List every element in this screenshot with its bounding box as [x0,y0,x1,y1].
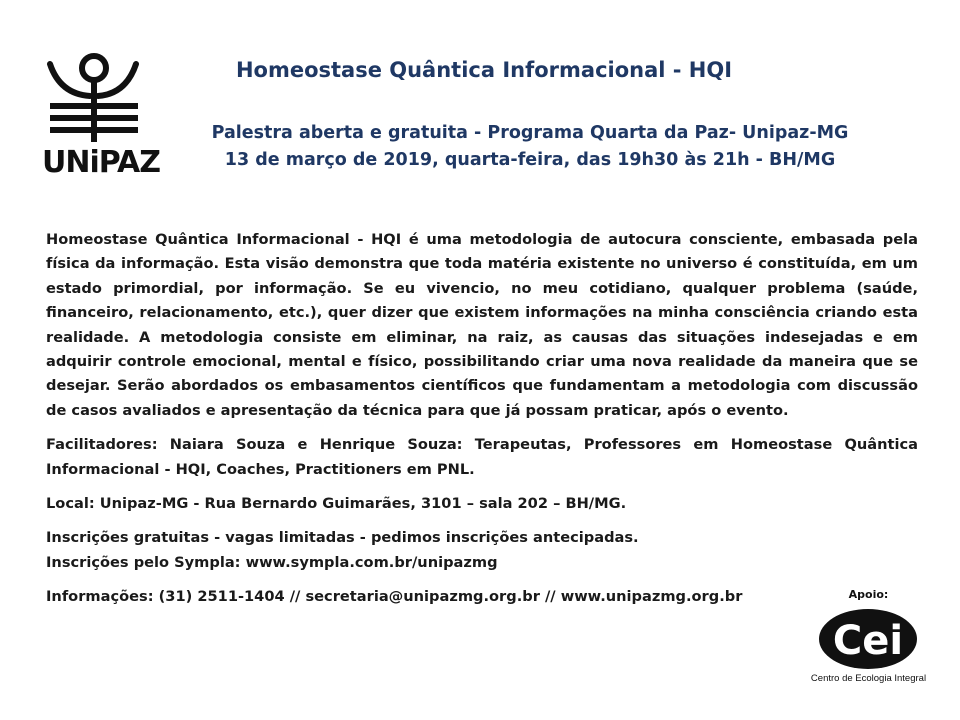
unipaz-logo-text: UNiPAZ [42,145,160,180]
subtitle-program: Palestra aberta e gratuita - Programa Quarta da Paz- Unipaz-MG [211,123,849,143]
page-title: Homeostase Quântica Informacional - HQI [235,58,733,82]
cei-logo-text: Cei [832,618,904,664]
registration-free-line: Inscrições gratuitas - vagas limitadas - pedimos inscrições antecipadas. [46,529,639,547]
description-paragraph: Homeostase Quântica Informacional - HQI é uma metodologia de autocura consciente, embasada pela física da informação. Esta visão demonstra que toda matéria existente no universo é constituída, em um estado primordial, por informação. Se eu vivencio, no meu cotidiano, qualquer problema (saúde, financeiro, relacionamento, etc.), quer dizer que existem informações na minha consciência criando esta realidade. A metodologia consiste em eliminar, na raiz, as causas das situações indesejadas e em adquirir controle emocional, mental e físico, possibilitando criar uma nova realidade da maneira que se desejar. Serão abordados os embasamentos científicos que fundamentam a metodologia com discussão de casos avaliados e apresentação da técnica para que já possam praticar, após o evento. [46,231,918,419]
sponsor-block [806,588,931,693]
sponsor-label: Apoio: [848,588,889,601]
event-subtitle [150,120,910,174]
location-line: Local: Unipaz-MG - Rua Bernardo Guimarães, 3101 – sala 202 – BH/MG. [46,495,627,513]
facilitators-paragraph: Facilitadores: Naiara Souza e Henrique Souza: Terapeutas, Professores em Homeostase Quântica Informacional - HQI, Coaches, Practitioners em PNL. [46,436,918,478]
sponsor-caption: Centro de Ecologia Integral [810,673,927,684]
registration-block [46,526,918,575]
contact-line: Informações: (31) 2511-1404 // secretaria@unipazmg.org.br // www.unipazmg.org.br [46,588,743,606]
registration-sympla-line: Inscrições pelo Sympla: www.sympla.com.br/unipazmg [46,553,498,571]
subtitle-date: 13 de março de 2019, quarta-feira, das 19h30 às 21h - BH/MG [224,150,836,170]
main-content [46,228,918,620]
cei-logo [818,608,918,670]
